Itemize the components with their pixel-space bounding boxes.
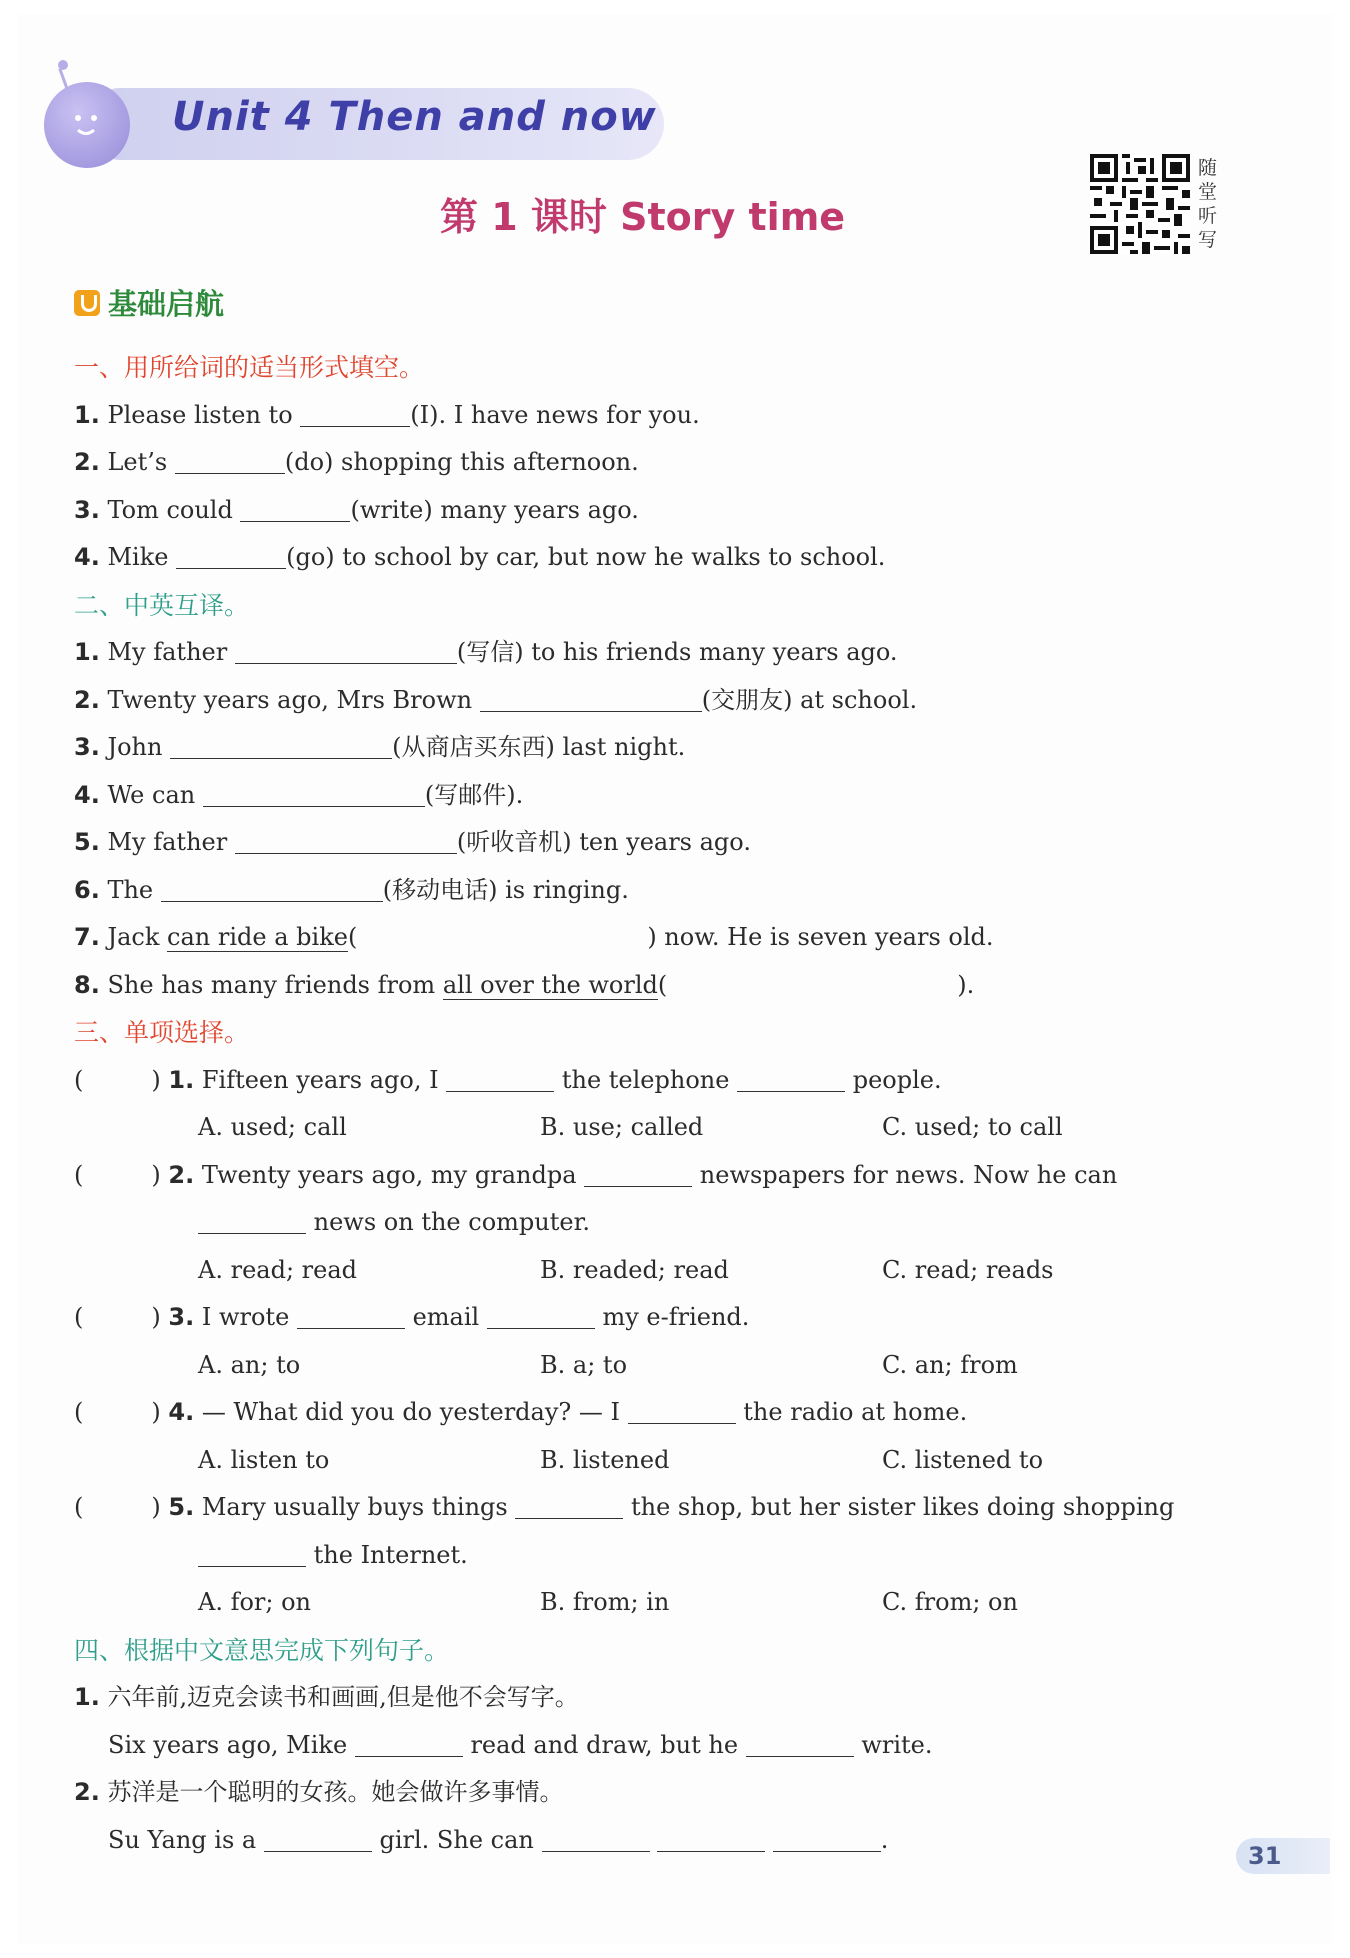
- list-item: 1. 六年前,迈克会读书和画画,但是他不会写字。: [74, 1683, 579, 1711]
- option-b[interactable]: B. readed; read: [540, 1255, 729, 1284]
- option-a[interactable]: A. read; read: [198, 1255, 357, 1284]
- answer-blank[interactable]: [198, 1203, 306, 1234]
- answer-blank[interactable]: [264, 1821, 372, 1852]
- answer-blank[interactable]: [170, 728, 392, 759]
- answer-blank[interactable]: [480, 681, 702, 712]
- option-c[interactable]: C. used; to call: [882, 1113, 1063, 1141]
- list-item: 1. My father (写信) to his friends many years ago.: [74, 629, 1174, 677]
- list-item: 4. We can (写邮件).: [74, 772, 1174, 820]
- option-c[interactable]: C. an; from: [882, 1350, 1018, 1379]
- list-item: 1. Please listen to (I). I have news for you.: [74, 392, 1174, 440]
- option-b[interactable]: B. listened: [540, 1445, 670, 1474]
- answer-blank[interactable]: [773, 1821, 881, 1852]
- choice-question: ( ) 5. Mary usually buys things the shop, but her sister likes doing shopping: [74, 1484, 1174, 1532]
- choice-question: ( ) 1. Fifteen years ago, I the telephone people.: [74, 1057, 1174, 1105]
- unit-banner: [44, 60, 664, 156]
- option-a[interactable]: A. for; on: [198, 1588, 312, 1616]
- section-heading-label: 基础启航: [108, 287, 225, 321]
- part-3-title: 三、单项选择。: [74, 1018, 250, 1047]
- part-4-title: 四、根据中文意思完成下列句子。: [74, 1635, 450, 1665]
- answer-blank[interactable]: [746, 1726, 854, 1757]
- option-b[interactable]: B. a; to: [540, 1350, 628, 1379]
- option-a[interactable]: A. an; to: [198, 1350, 301, 1379]
- option-b[interactable]: B. from; in: [540, 1588, 670, 1616]
- list-item: 2. Twenty years ago, Mrs Brown (交朋友) at school.: [74, 677, 1174, 725]
- qr-label: 随堂听写: [1198, 157, 1218, 251]
- list-item: 3. Tom could (write) many years ago.: [74, 487, 1174, 535]
- list-item-answer: Su Yang is a girl. She can .: [74, 1817, 1174, 1865]
- choice-question: ( ) 3. I wrote email my e-friend.: [74, 1294, 1174, 1342]
- answer-blank[interactable]: [297, 1298, 405, 1329]
- answer-blank[interactable]: [235, 633, 457, 664]
- answer-blank[interactable]: [446, 1061, 554, 1092]
- options: [74, 1437, 1174, 1485]
- answer-blank[interactable]: [161, 871, 383, 902]
- list-item: 7. Jack can ride a bike( ) now. He is seven years old.: [74, 923, 994, 951]
- answer-blank[interactable]: [300, 396, 410, 427]
- list-item: 3. John (从商店买东西) last night.: [74, 724, 1174, 772]
- answer-blank[interactable]: [542, 1821, 650, 1852]
- list-item: 2. Let’s (do) shopping this afternoon.: [74, 439, 1174, 487]
- answer-blank[interactable]: [175, 443, 285, 474]
- list-item-answer: Six years ago, Mike read and draw, but he write.: [74, 1722, 1174, 1770]
- answer-blank[interactable]: [203, 776, 425, 807]
- options: [74, 1247, 1174, 1295]
- section-heading: [74, 282, 224, 323]
- options: [74, 1342, 1174, 1390]
- lesson-title: 第 1 课时 Story time: [440, 195, 846, 239]
- answer-blank[interactable]: [176, 538, 286, 569]
- qr-code-icon[interactable]: [1090, 154, 1190, 254]
- choice-question-cont: the Internet.: [74, 1532, 1174, 1580]
- answer-blank[interactable]: [355, 1726, 463, 1757]
- answer-blank[interactable]: [628, 1393, 736, 1424]
- part-2-title: 二、中英互译。: [74, 590, 250, 620]
- options: [74, 1579, 1174, 1627]
- answer-blank[interactable]: [737, 1061, 845, 1092]
- mascot-icon: [44, 82, 130, 168]
- answer-blank[interactable]: [487, 1298, 595, 1329]
- list-item: 8. She has many friends from all over the world( ).: [74, 970, 975, 999]
- choice-question: ( ) 4. — What did you do yesterday? — I the radio at home.: [74, 1389, 1174, 1437]
- answer-blank[interactable]: [584, 1156, 692, 1187]
- answer-blank[interactable]: [515, 1488, 623, 1519]
- list-item: 2. 苏洋是一个聪明的女孩。她会做许多事情。: [74, 1778, 564, 1806]
- option-b[interactable]: B. use; called: [540, 1113, 704, 1141]
- part-1-title: 一、用所给词的适当形式填空。: [74, 353, 425, 382]
- option-c[interactable]: C. read; reads: [882, 1255, 1054, 1284]
- part-1: [74, 344, 1174, 1864]
- options: [74, 1104, 1174, 1152]
- answer-blank[interactable]: [235, 823, 457, 854]
- answer-blank[interactable]: [198, 1536, 306, 1567]
- option-a[interactable]: A. used; call: [198, 1113, 347, 1141]
- anchor-icon: [74, 290, 100, 316]
- list-item: 4. Mike (go) to school by car, but now he walks to school.: [74, 534, 1174, 582]
- list-item: 6. The (移动电话) is ringing.: [74, 867, 1174, 915]
- answer-blank[interactable]: [657, 1821, 765, 1852]
- option-c[interactable]: C. from; on: [882, 1588, 1018, 1616]
- mascot-antenna-tip: [58, 60, 68, 70]
- choice-question-cont: news on the computer.: [74, 1199, 1174, 1247]
- list-item: 5. My father (听收音机) ten years ago.: [74, 819, 1174, 867]
- option-a[interactable]: A. listen to: [198, 1445, 330, 1474]
- answer-blank[interactable]: [240, 491, 350, 522]
- choice-question: ( ) 2. Twenty years ago, my grandpa newspapers for news. Now he can: [74, 1152, 1174, 1200]
- option-c[interactable]: C. listened to: [882, 1445, 1044, 1474]
- unit-title: Unit 4 Then and now: [172, 94, 657, 140]
- page-number: 31: [1236, 1838, 1330, 1874]
